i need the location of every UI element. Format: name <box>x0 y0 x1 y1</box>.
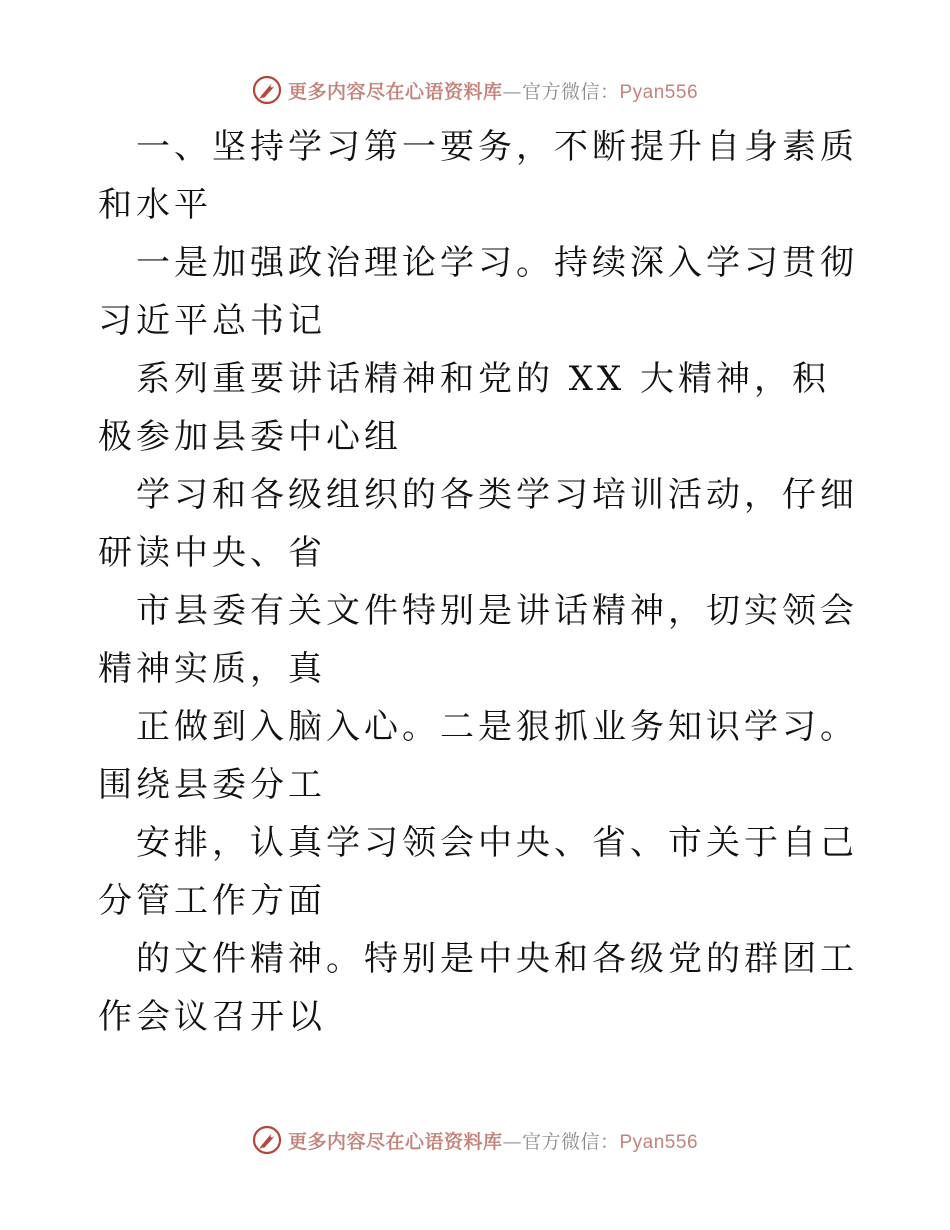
line-first: 一是加强政治理论学习。持续深入学习贯彻习近 <box>98 243 858 341</box>
line-first: 正做到入脑入心。二是狠抓业务知识学习。围绕 <box>98 707 858 805</box>
watermark-text <box>288 77 698 104</box>
paragraph-line <box>98 582 858 698</box>
watermark-text <box>288 1127 698 1154</box>
paragraph-line <box>98 234 858 350</box>
line-wrap: 工作方面 <box>174 881 326 921</box>
watermark-wechat-id: Pyan556 <box>619 1131 699 1153</box>
watermark-main-text: 更多内容尽在心语资料库 <box>287 80 503 103</box>
line-first: 学习和各级组织的各类学习培训活动，仔细研读 <box>98 475 858 573</box>
watermark-dash: — <box>502 1130 522 1153</box>
watermark-wechat-id: Pyan556 <box>619 81 699 103</box>
paragraph-line <box>98 350 858 466</box>
pen-nib-icon <box>252 1125 282 1155</box>
header-watermark <box>0 70 950 110</box>
line-wrap: 实质，真 <box>174 649 326 689</box>
footer-watermark <box>0 1120 950 1160</box>
line-first: 安排，认真学习领会中央、省、市关于自己分管 <box>98 823 858 921</box>
watermark-dash: — <box>502 80 522 103</box>
line-wrap: 中央、省 <box>174 533 326 573</box>
paragraph-line <box>98 814 858 930</box>
line-first: 的文件精神。特别是中央和各级党的群团工作会 <box>98 939 858 1037</box>
line-first: 系列重要讲话精神和党的 XX 大精神，积极参加 <box>98 359 831 457</box>
line-first: 市县委有关文件特别是讲话精神，切实领会精神 <box>98 591 858 689</box>
line-wrap: 县委分工 <box>174 765 326 805</box>
watermark-wechat-label: 官方微信： <box>521 80 620 103</box>
line-wrap: 县委中心组 <box>212 417 402 457</box>
pen-nib-icon <box>252 75 282 105</box>
document-body <box>98 118 858 1046</box>
paragraph-line <box>98 118 858 234</box>
line-first: 一、坚持学习第一要务，不断提升自身素质和水 <box>98 127 858 225</box>
line-wrap: 议召开以 <box>174 997 326 1037</box>
paragraph-line <box>98 698 858 814</box>
line-wrap: 平总书记 <box>174 301 326 341</box>
watermark-main-text: 更多内容尽在心语资料库 <box>287 1130 503 1153</box>
line-wrap: 平 <box>174 185 212 225</box>
paragraph-line <box>98 466 858 582</box>
watermark-wechat-label: 官方微信： <box>521 1130 620 1153</box>
paragraph-line <box>98 930 858 1046</box>
